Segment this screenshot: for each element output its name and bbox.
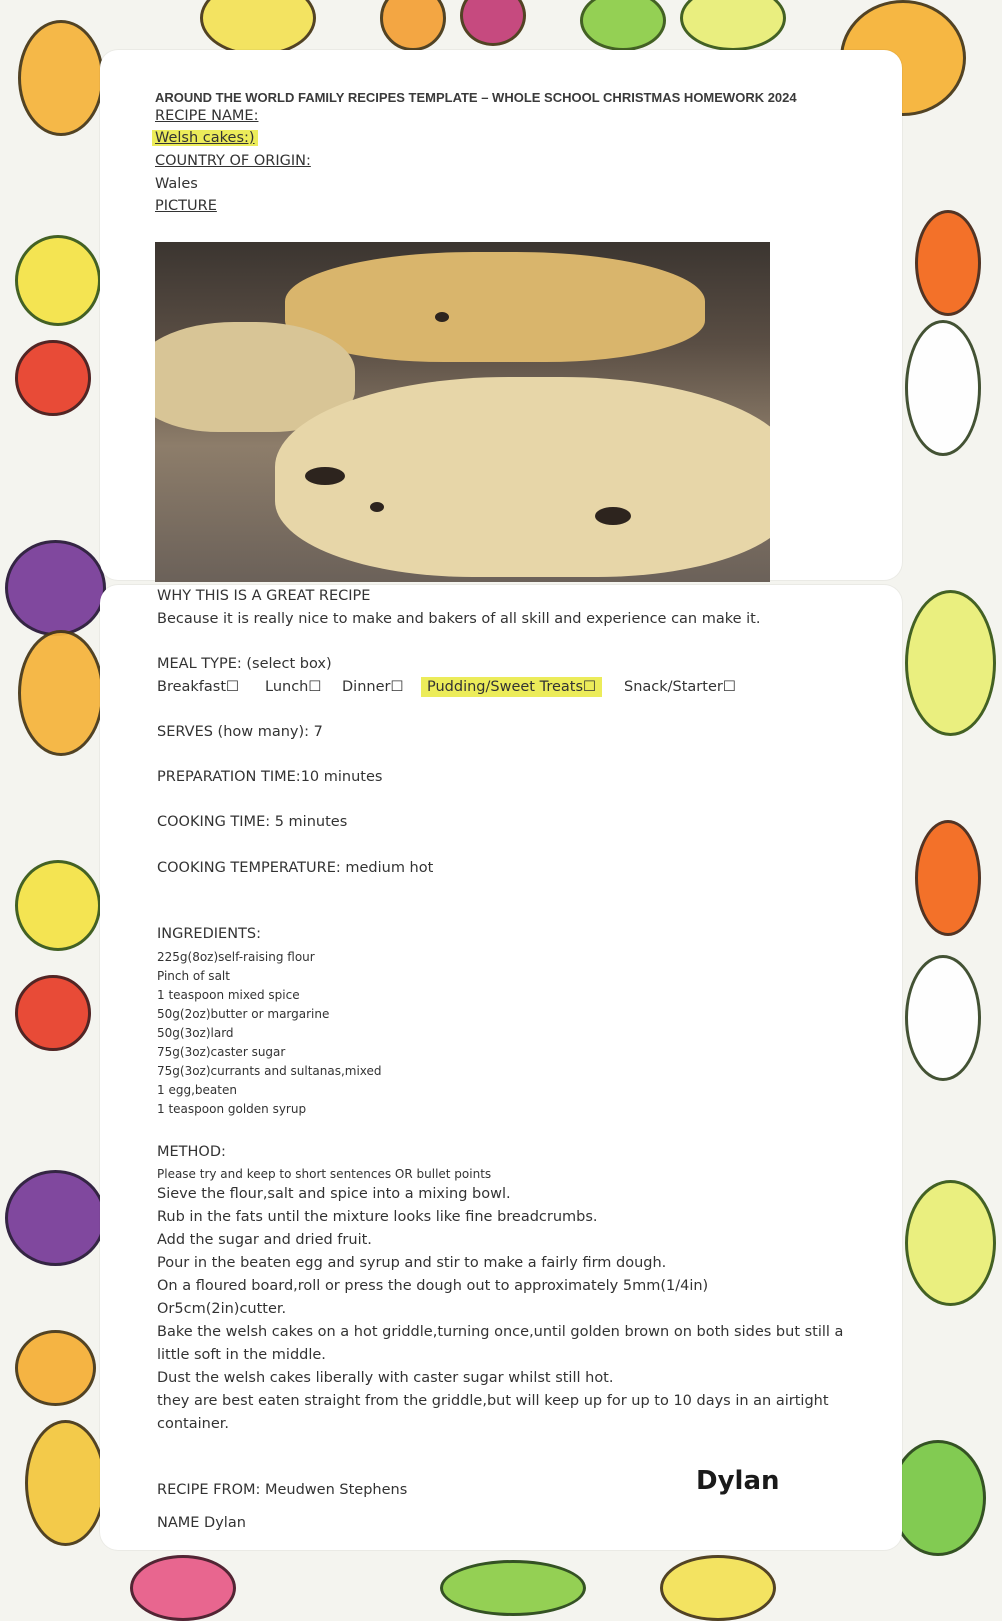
melon-decoration [130,1555,236,1621]
method-line: Or5cm(2in)cutter. [157,1301,287,1317]
lemon-decoration [660,1555,776,1621]
ingredients-label: INGREDIENTS: [157,926,261,942]
picture-label: PICTURE [155,198,217,214]
method-label: METHOD: [157,1144,226,1160]
cake-front [275,377,770,577]
method-line: Rub in the fats until the mixture looks like fine breadcrumbs. [157,1209,598,1225]
name-line: NAME Dylan [157,1515,246,1531]
method-line: Pour in the beaten egg and syrup and stir to make a fairly firm dough. [157,1255,667,1271]
pepper-decoration [15,1330,96,1406]
melon-decoration [905,1180,996,1306]
orange-decoration [380,0,446,51]
plum-decoration [460,0,526,46]
dragonfruit-decoration [905,320,981,456]
apple-decoration [15,860,101,951]
meal-option-snack[interactable]: Snack/Starter☐ [624,679,736,695]
leaf-decoration [580,0,666,51]
recipe-name: Welsh cakes:) [152,130,258,146]
ingredient-item: Pinch of salt [157,969,230,983]
method-line: On a floured board,roll or press the dough out to approximately 5mm(1/4in) [157,1278,709,1294]
method-line: little soft in the middle. [157,1347,326,1363]
fig-decoration [5,1170,106,1266]
carrot-decoration [915,210,981,316]
country-value: Wales [155,176,198,192]
tomato-decoration [15,340,91,416]
ingredient-item: 1 teaspoon mixed spice [157,988,300,1002]
ingredient-item: 1 egg,beaten [157,1083,237,1097]
why-text: Because it is really nice to make and bakers of all skill and experience can make it. [157,611,761,627]
melon-decoration [905,590,996,736]
serves-line: SERVES (how many): 7 [157,724,323,740]
meal-option-lunch[interactable]: Lunch☐ [265,679,322,695]
carrot-decoration [915,820,981,936]
welsh-cakes-photo [155,242,770,582]
apple-decoration [15,235,101,326]
meal-option-pudding-selected[interactable]: Pudding/Sweet Treats☐ [421,677,602,697]
ingredient-item: 1 teaspoon golden syrup [157,1102,307,1116]
cook-time-line: COOKING TIME: 5 minutes [157,814,348,830]
meal-option-dinner[interactable]: Dinner☐ [342,679,404,695]
recipe-name-label: RECIPE NAME: [155,108,259,124]
meal-type-label: MEAL TYPE: (select box) [157,656,332,672]
method-line: they are best eaten straight from the griddle,but will keep up for up to 10 days in an airtight [157,1393,829,1409]
template-title: AROUND THE WORLD FAMILY RECIPES TEMPLATE – WHOLE SCHOOL CHRISTMAS HOMEWORK 2024 [155,90,797,105]
method-line: Dust the welsh cakes liberally with caster sugar whilst still hot. [157,1370,614,1386]
pear-decoration [18,630,104,756]
dragonfruit-decoration [905,955,981,1081]
prep-time-line: PREPARATION TIME:10 minutes [157,769,383,785]
ingredient-item: 75g(3oz)currants and sultanas,mixed [157,1064,382,1078]
why-label: WHY THIS IS A GREAT RECIPE [157,588,371,604]
pear-decoration [25,1420,106,1546]
ingredient-item: 225g(8oz)self-raising flour [157,950,315,964]
cook-temp-line: COOKING TEMPERATURE: medium hot [157,860,434,876]
ingredient-item: 50g(2oz)butter or margarine [157,1007,330,1021]
cake-back [285,252,705,362]
method-line: Add the sugar and dried fruit. [157,1232,372,1248]
tomato-decoration [15,975,91,1051]
method-line: Sieve the flour,salt and spice into a mixing bowl. [157,1186,511,1202]
pepper-decoration [890,1440,986,1556]
signature-name: Dylan [696,1466,780,1496]
ingredient-item: 75g(3oz)caster sugar [157,1045,286,1059]
recipe-from-line: RECIPE FROM: Meudwen Stephens [157,1482,408,1498]
country-label: COUNTRY OF ORIGIN: [155,153,311,169]
fig-decoration [5,540,106,636]
method-hint: Please try and keep to short sentences OR bullet points [157,1167,492,1181]
method-line: container. [157,1416,229,1432]
pear-decoration [18,20,104,136]
leaf-decoration [440,1560,586,1616]
method-line: Bake the welsh cakes on a hot griddle,turning once,until golden brown on both sides but still a [157,1324,844,1340]
lemon-decoration [200,0,316,56]
melon-decoration [680,0,786,51]
meal-option-breakfast[interactable]: Breakfast☐ [157,679,240,695]
ingredient-item: 50g(3oz)lard [157,1026,234,1040]
